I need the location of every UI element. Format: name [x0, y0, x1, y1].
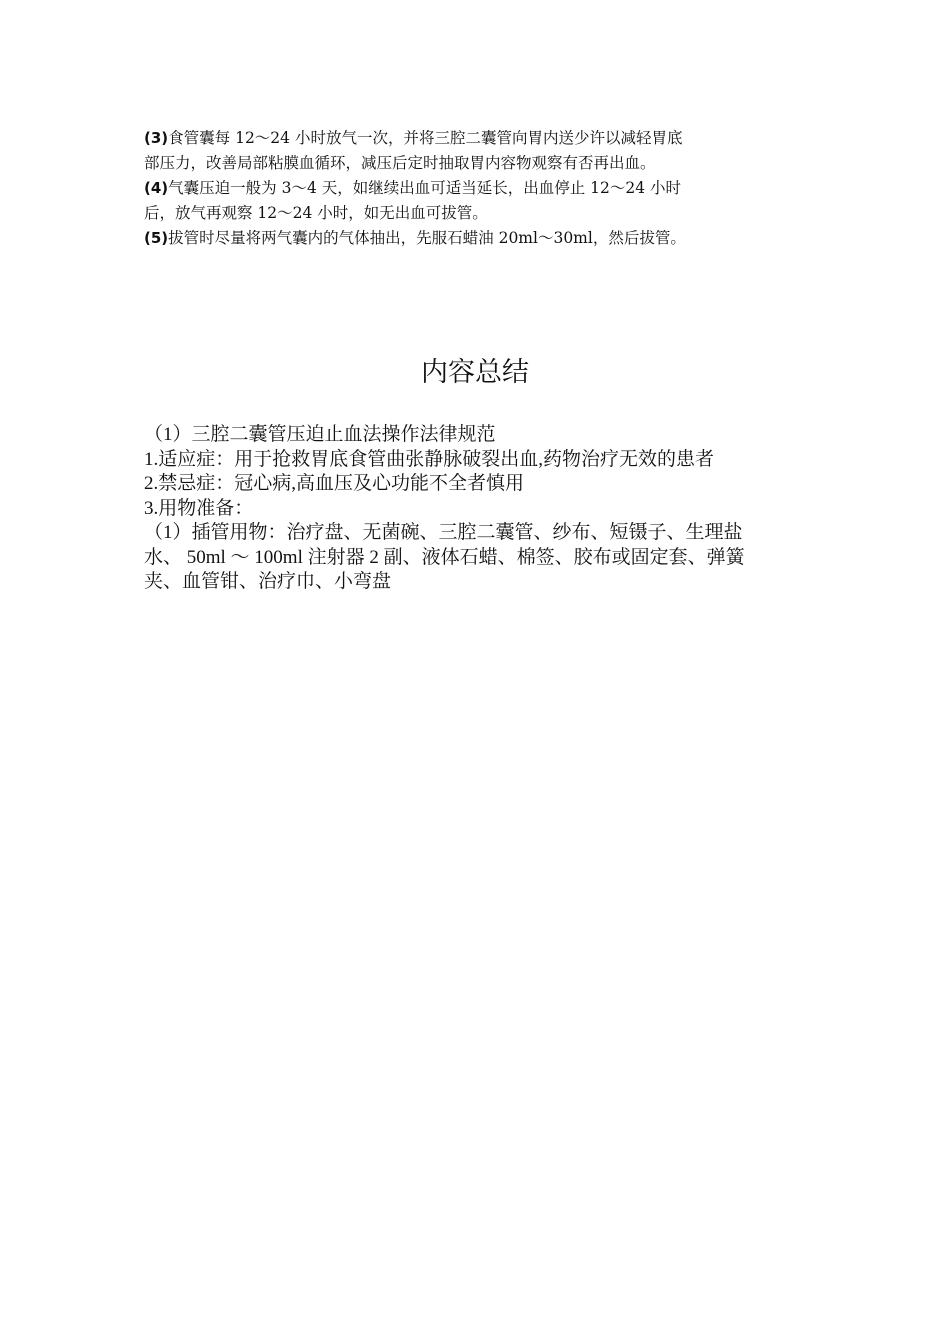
note-4-number: (4) — [144, 179, 169, 197]
note-3-text-2: 部压力，改善局部粘膜血循环，减压后定时抽取胃内容物观察有否再出血。 — [144, 154, 656, 172]
note-5-text-1: 拔管时尽量将两气囊内的气体抽出，先服石蜡油 20ml～30ml，然后拔管。 — [168, 229, 686, 247]
note-3-line-2 — [144, 151, 804, 176]
summary-heading: 内容总结 — [421, 357, 529, 388]
note-3-text-1: 食管囊每 12～24 小时放气一次，并将三腔二囊管向胃内送少许以减轻胃底 — [168, 129, 683, 147]
summary-line: 水、 50ml ～ 100ml 注射器 2 副、液体石蜡、棉签、胶布或固定套、弹簧 — [144, 546, 745, 568]
summary-line: 2.禁忌症：冠心病,高血压及心功能不全者慎用 — [144, 473, 525, 494]
note-5-number: (5) — [144, 229, 169, 247]
note-5-line-1 — [144, 226, 804, 251]
summary-line: 3.用物准备： — [144, 497, 254, 519]
summary-line: 夹、血管钳、治疗巾、小弯盘 — [144, 571, 392, 592]
summary-body — [144, 423, 806, 595]
note-4-line-1 — [144, 176, 804, 201]
summary-line: 1.适应症：用于抢救胃底食管曲张静脉破裂出血,药物治疗无效的患者 — [144, 448, 715, 470]
note-3-number: (3) — [144, 129, 169, 147]
note-3-line-1 — [144, 126, 804, 151]
note-4-line-2 — [144, 201, 804, 226]
note-4-text-2: 后，放气再观察 12～24 小时，如无出血可拔管。 — [144, 204, 488, 222]
note-4-text-1: 气囊压迫一般为 3～4 天，如继续出血可适当延长，出血停止 12～24 小时 — [168, 179, 682, 197]
summary-line: （1）三腔二囊管压迫止血法操作法律规范 — [144, 424, 496, 445]
procedure-notes — [144, 126, 804, 251]
summary-line: （1）插管用物：治疗盘、无菌碗、三腔二囊管、纱布、短镊子、生理盐 — [144, 522, 743, 543]
